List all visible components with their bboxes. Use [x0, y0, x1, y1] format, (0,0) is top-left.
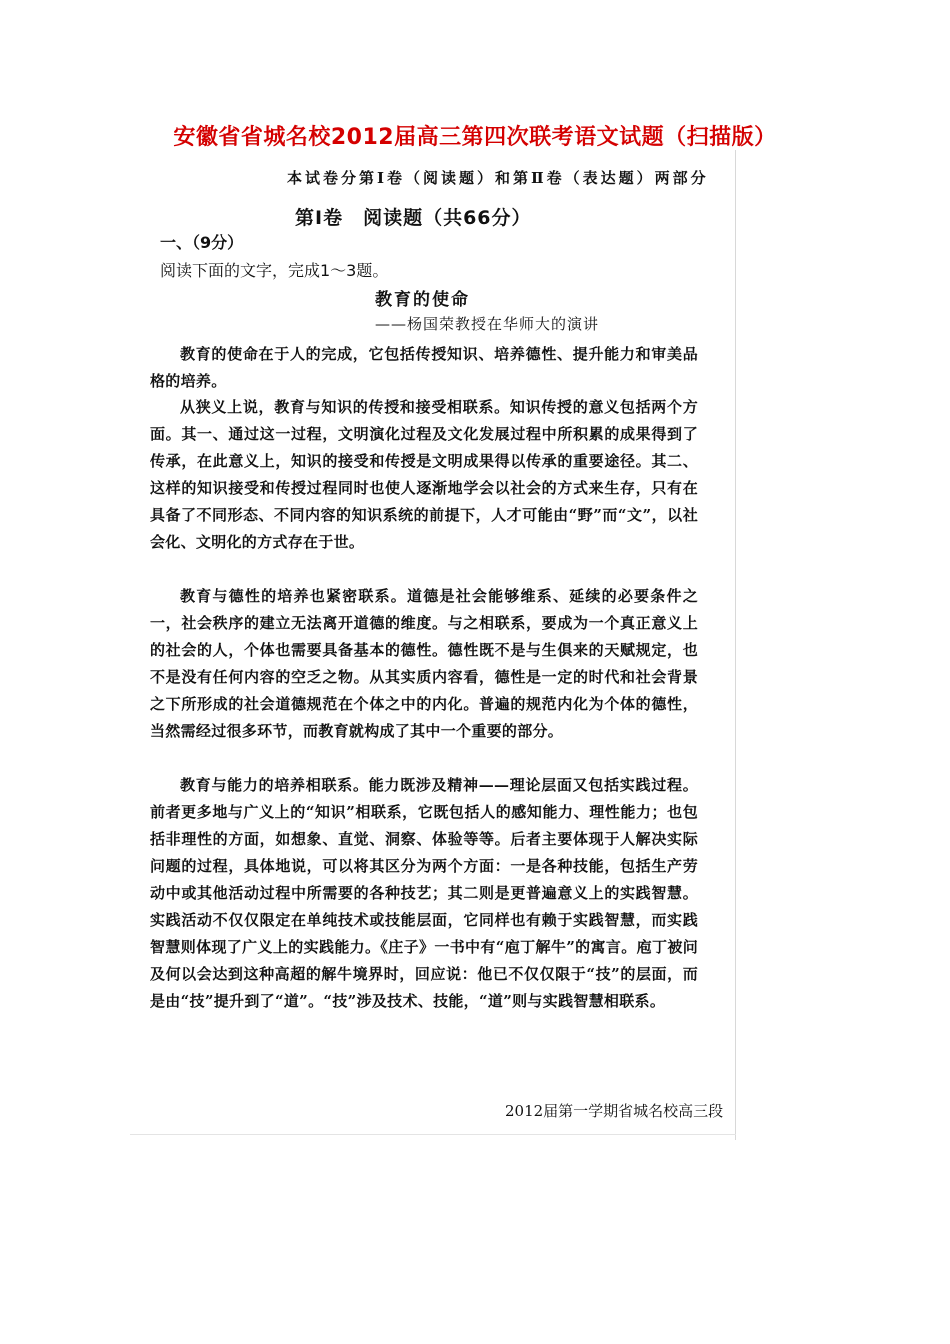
section-heading: 一、（9分） — [160, 233, 244, 252]
paragraph-3: 教育与德性的培养也紧密联系。道德是社会能够维系、延续的必要条件之一，社会秩序的建立无法离开道德的维度。与之相联系，要成为一个真正意义上的社会的人，个体也需要具备基本的德性。德性既不是与生俱来的天赋规定，也不是没有任何内容的空乏之物。从其实质内容看，德性是一定的时代和社会背景之下所形成的社会道德规范在个体之中的内化。普遍的规范内化为个体的德性，当然需经过很多环节，而教育就构成了其中一个重要的部分。 — [150, 587, 698, 740]
scanned-exam-page — [135, 155, 735, 1135]
article-subtitle: ——杨国荣教授在华师大的演讲 — [375, 315, 600, 333]
paragraph-1: 教育的使命在于人的完成，它包括传授知识、培养德性、提升能力和审美品格的培养。 — [150, 345, 698, 390]
exam-intro-line: 本试卷分第Ⅰ卷（阅读题）和第Ⅱ卷（表达题）两部分 — [287, 169, 709, 187]
paragraph-4: 教育与能力的培养相联系。能力既涉及精神——理论层面又包括实践过程。前者更多地与广义上的“知识”相联系，它既包括人的感知能力、理性能力；也包括非理性的方面，如想象、直觉、洞察、体验等等。后者主要体现于人解决实际问题的过程，具体地说，可以将其区分为两个方面：一是各种技能，包括生产劳动中或其他活动过程中所需要的各种技艺；其二则是更普遍意义上的实践智慧。实践活动不仅仅限定在单纯技术或技能层面，它同样也有赖于实践智慧，而实践智慧则体现了广义上的实践能力。《庄子》一书中有“庖丁解牛”的寓言。庖丁被问及何以会达到这种高超的解牛境界时，回应说：他已不仅仅限于“技”的层面，而是由“技”提升到了“道”。“技”涉及技术、技能，“道”则与实践智慧相联系。 — [150, 776, 698, 1010]
scan-right-edge — [735, 150, 736, 1140]
part-one-title: 第Ⅰ卷 阅读题（共66分） — [295, 207, 532, 229]
reading-instruction: 阅读下面的文字，完成1～3题。 — [160, 261, 389, 280]
document-title: 安徽省省城名校2012届高三第四次联考语文试题（扫描版） — [173, 125, 777, 150]
paragraph-2: 从狭义上说，教育与知识的传授和接受相联系。知识传授的意义包括两个方面。其一、通过这一过程，文明演化过程及文化发展过程中所积累的成果得到了传承，在此意义上，知识的接受和传授是文明成果得以传承的重要途径。其二、这样的知识接受和传授过程同时也使人逐渐地学会以社会的方式来生存，只有在具备了不同形态、不同内容的知识系统的前提下，人才可能由“野”而“文”，以社会化、文明化的方式存在于世。 — [150, 398, 698, 551]
article-title: 教育的使命 — [375, 290, 470, 310]
page-footer: 2012届第一学期省城名校高三段 — [505, 1102, 724, 1120]
